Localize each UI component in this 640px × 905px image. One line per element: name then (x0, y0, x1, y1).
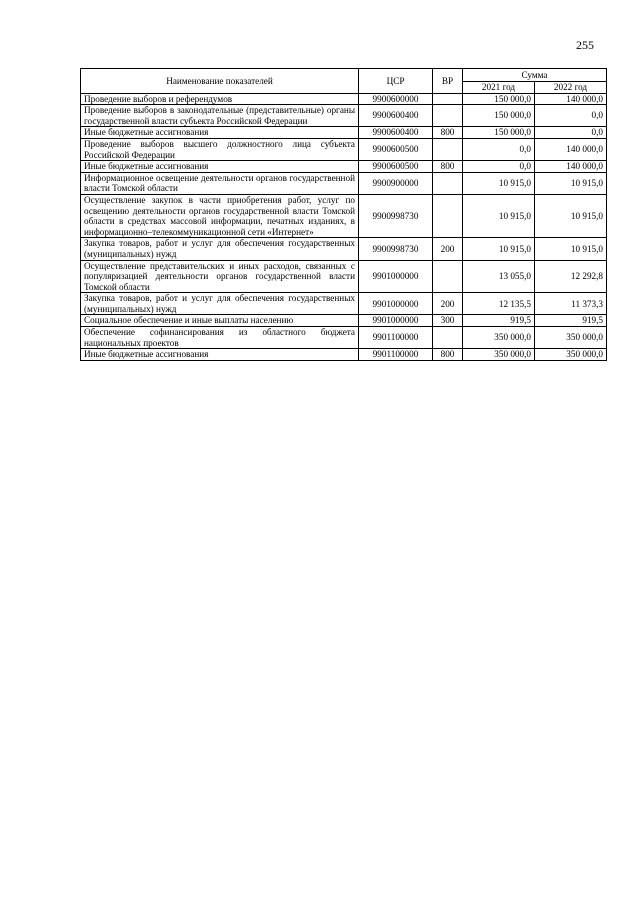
row-code-cell: 9901100000 (359, 349, 433, 361)
row-name-cell: Осуществление закупок в части приобретения работ, услуг по освещению деятельности органов государственной власти Томской области в средствах массовой информации, печатных изданиях, в информационно–телекоммуникационной сети «Интернет» (81, 194, 359, 237)
row-sum-2022-cell: 10 915,0 (535, 238, 607, 260)
row-name-cell: Иные бюджетные ассигнования (81, 127, 359, 139)
table-row (81, 127, 607, 139)
header-code: ЦСР (359, 69, 433, 94)
row-vr-cell (433, 194, 463, 237)
row-vr-cell (433, 93, 463, 105)
row-sum-2021-cell: 350 000,0 (463, 327, 535, 349)
row-vr-cell (433, 138, 463, 160)
header-vr: ВР (433, 69, 463, 94)
row-vr-cell: 800 (433, 161, 463, 173)
row-sum-2022-cell: 140 000,0 (535, 93, 607, 105)
row-sum-2021-cell: 0,0 (463, 161, 535, 173)
row-code-cell: 9901000000 (359, 315, 433, 327)
row-vr-cell (433, 105, 463, 127)
row-sum-2022-cell: 10 915,0 (535, 194, 607, 237)
table-row (81, 327, 607, 349)
row-code-cell: 9901100000 (359, 327, 433, 349)
row-sum-2021-cell: 150 000,0 (463, 93, 535, 105)
table-row (81, 293, 607, 315)
row-vr-cell (433, 172, 463, 194)
row-vr-cell (433, 260, 463, 293)
row-sum-2022-cell: 350 000,0 (535, 349, 607, 361)
row-name-cell: Иные бюджетные ассигнования (81, 349, 359, 361)
row-vr-cell: 300 (433, 315, 463, 327)
row-sum-2022-cell: 350 000,0 (535, 327, 607, 349)
row-vr-cell: 200 (433, 238, 463, 260)
row-sum-2021-cell: 13 055,0 (463, 260, 535, 293)
row-sum-2021-cell: 10 915,0 (463, 194, 535, 237)
row-code-cell: 9900600400 (359, 105, 433, 127)
page-number: 255 (576, 38, 594, 52)
row-name-cell: Проведение выборов в законодательные (представительные) органы государственной власти субъекта Российской Федерации (81, 105, 359, 127)
table-row (81, 238, 607, 260)
table-row (81, 260, 607, 293)
row-name-cell: Социальное обеспечение и иные выплаты населению (81, 315, 359, 327)
row-sum-2021-cell: 0,0 (463, 138, 535, 160)
row-name-cell: Закупка товаров, работ и услуг для обеспечения государственных (муниципальных) нужд (81, 238, 359, 260)
table-row (81, 138, 607, 160)
row-name-cell: Информационное освещение деятельности органов государственной власти Томской области (81, 172, 359, 194)
row-code-cell: 9900998730 (359, 238, 433, 260)
header-name: Наименование показателей (81, 69, 359, 94)
row-name-cell: Закупка товаров, работ и услуг для обеспечения государственных (муниципальных) нужд (81, 293, 359, 315)
row-sum-2022-cell: 919,5 (535, 315, 607, 327)
table-row (81, 105, 607, 127)
row-vr-cell (433, 327, 463, 349)
row-sum-2021-cell: 12 135,5 (463, 293, 535, 315)
row-code-cell: 9900900000 (359, 172, 433, 194)
row-code-cell: 9900600500 (359, 161, 433, 173)
row-name-cell: Проведение выборов высшего должностного лица субъекта Российской Федерации (81, 138, 359, 160)
row-sum-2022-cell: 140 000,0 (535, 138, 607, 160)
budget-table (80, 68, 607, 361)
row-name-cell: Обеспечение софинансирования из областного бюджета национальных проектов (81, 327, 359, 349)
table-body (81, 93, 607, 360)
row-sum-2021-cell: 150 000,0 (463, 127, 535, 139)
row-code-cell: 9901000000 (359, 260, 433, 293)
row-sum-2021-cell: 150 000,0 (463, 105, 535, 127)
row-name-cell: Осуществление представительских и иных расходов, связанных с популяризацией деятельности органов государственной власти Томской области (81, 260, 359, 293)
row-sum-2022-cell: 10 915,0 (535, 172, 607, 194)
row-name-cell: Проведение выборов и референдумов (81, 93, 359, 105)
table-row (81, 349, 607, 361)
table-row (81, 194, 607, 237)
row-sum-2021-cell: 919,5 (463, 315, 535, 327)
row-sum-2021-cell: 10 915,0 (463, 238, 535, 260)
header-year-2021: 2021 год (463, 82, 535, 94)
row-sum-2022-cell: 0,0 (535, 105, 607, 127)
table-row (81, 172, 607, 194)
row-sum-2022-cell: 0,0 (535, 127, 607, 139)
row-sum-2022-cell: 140 000,0 (535, 161, 607, 173)
row-sum-2022-cell: 12 292,8 (535, 260, 607, 293)
header-year-2022: 2022 год (535, 82, 607, 94)
table-row (81, 161, 607, 173)
header-sum: Сумма (463, 69, 607, 82)
row-name-cell: Иные бюджетные ассигнования (81, 161, 359, 173)
table-row (81, 93, 607, 105)
row-code-cell: 9900998730 (359, 194, 433, 237)
row-sum-2021-cell: 10 915,0 (463, 172, 535, 194)
row-sum-2022-cell: 11 373,3 (535, 293, 607, 315)
row-code-cell: 9900600500 (359, 138, 433, 160)
table-header-row (81, 69, 607, 82)
row-sum-2021-cell: 350 000,0 (463, 349, 535, 361)
row-vr-cell: 800 (433, 349, 463, 361)
table-row (81, 315, 607, 327)
row-code-cell: 9901000000 (359, 293, 433, 315)
row-code-cell: 9900600000 (359, 93, 433, 105)
row-code-cell: 9900600400 (359, 127, 433, 139)
row-vr-cell: 200 (433, 293, 463, 315)
row-vr-cell: 800 (433, 127, 463, 139)
